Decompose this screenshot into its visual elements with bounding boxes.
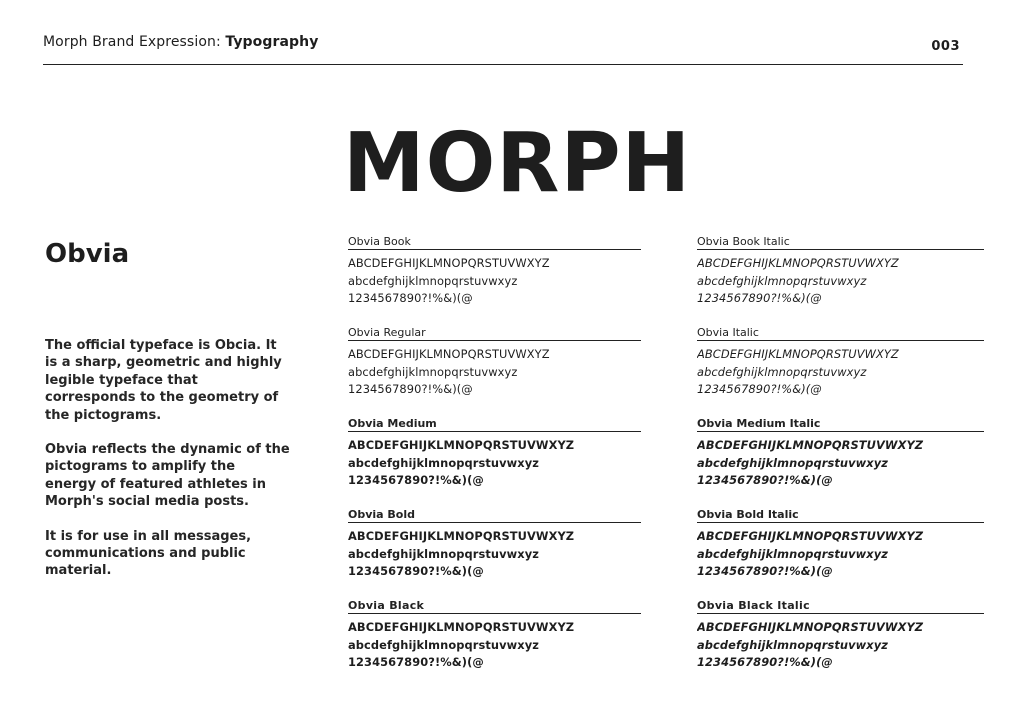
specimen-uppercase: ABCDEFGHIJKLMNOPQRSTUVWXYZ xyxy=(348,620,575,634)
specimen-uppercase: ABCDEFGHIJKLMNOPQRSTUVWXYZ xyxy=(348,347,550,361)
specimen-figures: 1234567890?!%&)(@ xyxy=(348,655,484,669)
typeface-intro xyxy=(45,236,305,597)
specimen-label: Obvia Black Italic xyxy=(697,599,984,614)
specimen-lowercase: abcdefghijklmnopqrstuvwxyz xyxy=(697,455,888,470)
header-title xyxy=(43,34,318,50)
specimen-uppercase: ABCDEFGHIJKLMNOPQRSTUVWXYZ xyxy=(348,529,575,543)
brand-wordmark: MORPH xyxy=(343,116,692,211)
specimen-figures: 1234567890?!%&)(@ xyxy=(348,473,484,487)
specimen-label: Obvia Black xyxy=(348,599,641,614)
specimen-label: Obvia Medium xyxy=(348,417,641,432)
specimen-lowercase: abcdefghijklmnopqrstuvwxyz xyxy=(348,455,539,470)
specimen-label: Obvia Medium Italic xyxy=(697,417,984,432)
specimen-lowercase: abcdefghijklmnopqrstuvwxyz xyxy=(697,364,867,379)
specimen-lowercase: abcdefghijklmnopqrstuvwxyz xyxy=(348,364,518,379)
specimen-lowercase: abcdefghijklmnopqrstuvwxyz xyxy=(697,546,888,561)
specimen-figures: 1234567890?!%&)(@ xyxy=(697,382,822,396)
specimen-lowercase: abcdefghijklmnopqrstuvwxyz xyxy=(348,273,518,288)
specimen-italic xyxy=(697,326,984,399)
specimen-uppercase: ABCDEFGHIJKLMNOPQRSTUVWXYZ xyxy=(697,620,924,634)
specimen-label: Obvia Book Italic xyxy=(697,235,984,250)
specimen-label: Obvia Book xyxy=(348,235,641,250)
specimen-uppercase: ABCDEFGHIJKLMNOPQRSTUVWXYZ xyxy=(697,529,924,543)
intro-paragraph: The official typeface is Obcia. It is a sharp, geometric and highly legible typeface that corresponds to the geometry of the pictograms. xyxy=(45,338,282,423)
specimen-uppercase: ABCDEFGHIJKLMNOPQRSTUVWXYZ xyxy=(697,438,924,452)
specimen-figures: 1234567890?!%&)(@ xyxy=(348,382,473,396)
specimen-uppercase: ABCDEFGHIJKLMNOPQRSTUVWXYZ xyxy=(348,438,575,452)
intro-text xyxy=(45,337,305,580)
specimen-lowercase: abcdefghijklmnopqrstuvwxyz xyxy=(697,273,867,288)
page-number: 003 xyxy=(931,39,960,54)
specimen-uppercase: ABCDEFGHIJKLMNOPQRSTUVWXYZ xyxy=(697,256,899,270)
specimen-lowercase: abcdefghijklmnopqrstuvwxyz xyxy=(348,546,539,561)
header-title-prefix: Morph Brand Expression: xyxy=(43,34,226,50)
specimen-medium-italic xyxy=(697,417,984,490)
intro-paragraph: It is for use in all messages, communications and public material. xyxy=(45,528,252,579)
specimen-uppercase: ABCDEFGHIJKLMNOPQRSTUVWXYZ xyxy=(348,256,550,270)
specimen-lowercase: abcdefghijklmnopqrstuvwxyz xyxy=(697,637,888,652)
specimen-figures: 1234567890?!%&)(@ xyxy=(697,473,833,487)
specimen-figures: 1234567890?!%&)(@ xyxy=(697,655,833,669)
specimen-label: Obvia Italic xyxy=(697,326,984,341)
specimen-medium xyxy=(348,417,641,490)
specimen-black-italic xyxy=(697,599,984,672)
page-header xyxy=(43,34,963,65)
intro-paragraph: Obvia reflects the dynamic of the pictograms to amplify the energy of featured athletes in Morph's social media posts. xyxy=(45,442,290,510)
specimen-label: Obvia Bold xyxy=(348,508,641,523)
specimen-bold xyxy=(348,508,641,581)
specimen-lowercase: abcdefghijklmnopqrstuvwxyz xyxy=(348,637,539,652)
specimen-book-italic xyxy=(697,235,984,308)
specimen-book xyxy=(348,235,641,308)
specimen-uppercase: ABCDEFGHIJKLMNOPQRSTUVWXYZ xyxy=(697,347,899,361)
specimen-figures: 1234567890?!%&)(@ xyxy=(348,291,473,305)
specimen-label: Obvia Regular xyxy=(348,326,641,341)
specimen-figures: 1234567890?!%&)(@ xyxy=(697,564,833,578)
specimen-bold-italic xyxy=(697,508,984,581)
specimen-figures: 1234567890?!%&)(@ xyxy=(348,564,484,578)
typeface-name: Obvia xyxy=(45,239,130,269)
specimen-regular xyxy=(348,326,641,399)
header-title-emphasis: Typography xyxy=(225,34,319,50)
specimen-black xyxy=(348,599,641,672)
specimen-label: Obvia Bold Italic xyxy=(697,508,984,523)
specimen-figures: 1234567890?!%&)(@ xyxy=(697,291,822,305)
